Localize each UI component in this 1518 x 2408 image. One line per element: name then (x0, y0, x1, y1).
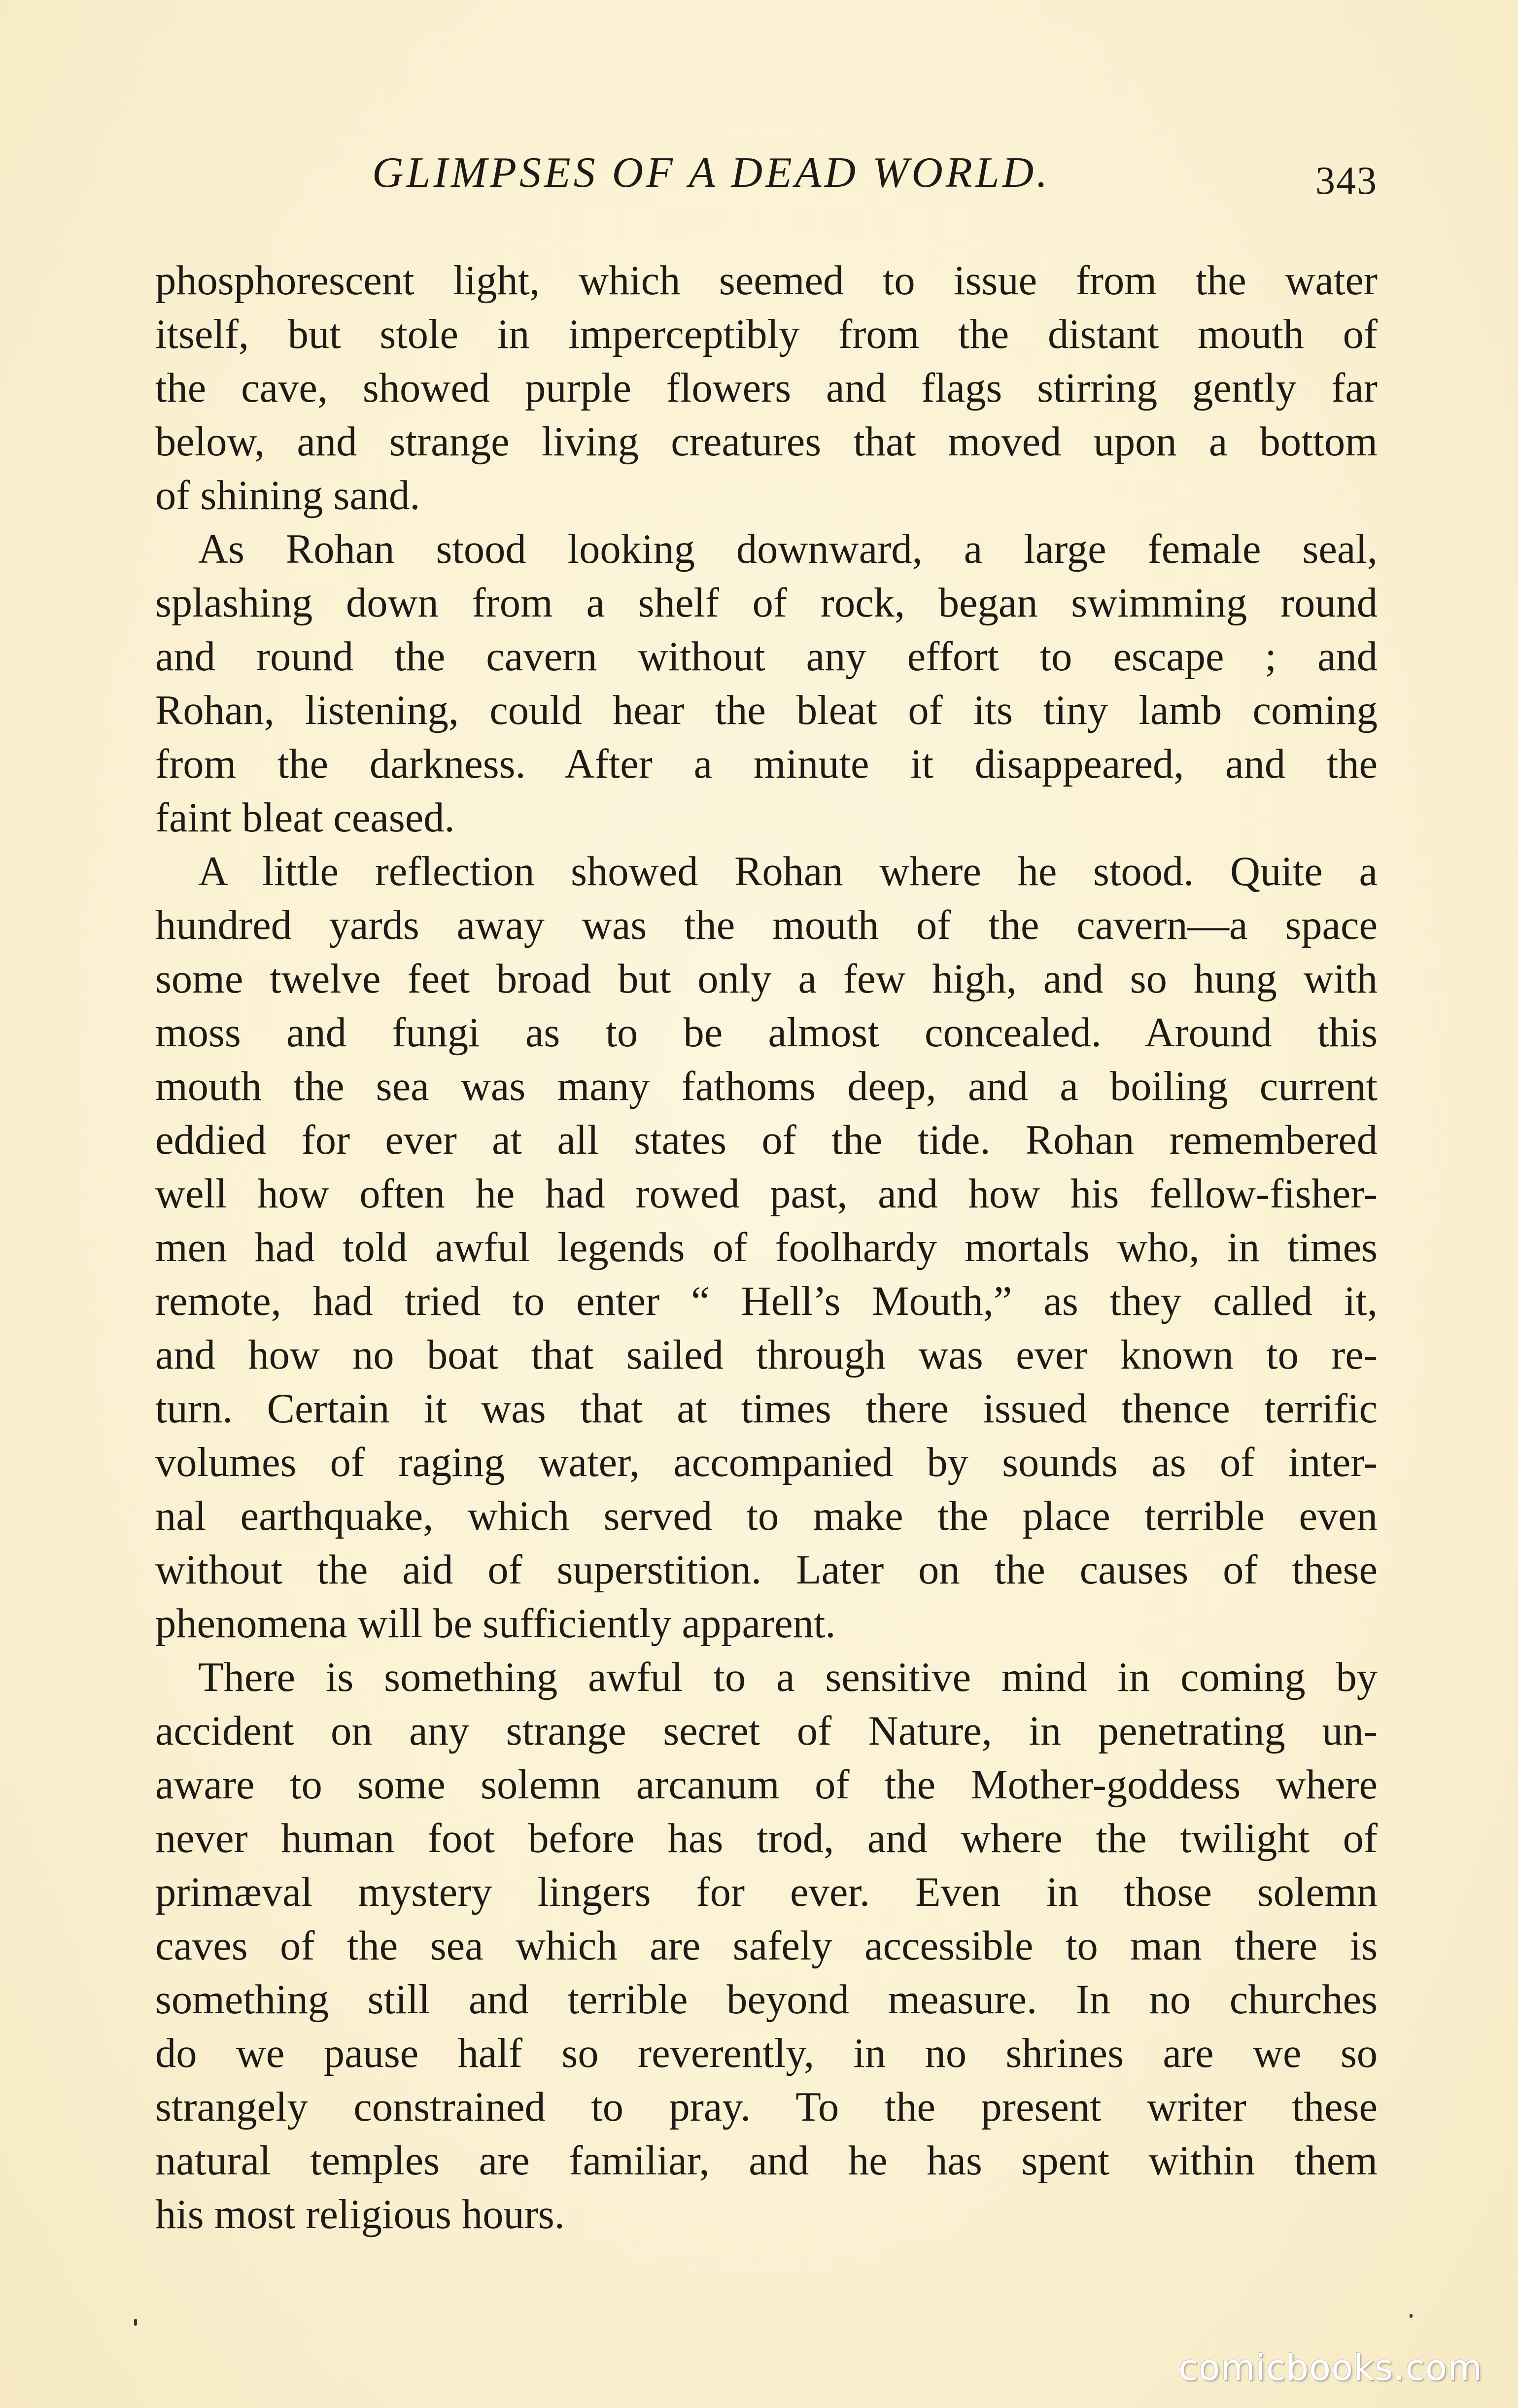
text-line: some twelve feet broad but only a few high, and so hung with (155, 956, 1378, 1002)
text-line: strangely constrained to pray. To the present writer these (155, 2084, 1378, 2130)
print-speck (134, 2319, 137, 2326)
text-line: As Rohan stood looking downward, a large female seal, (198, 526, 1378, 572)
text-line: splashing down from a shelf of rock, began swimming round (155, 580, 1378, 626)
text-line: do we pause half so reverently, in no shrines are we so (155, 2030, 1378, 2076)
watermark: comicbooks.com (1178, 2347, 1483, 2388)
body-text (155, 254, 1378, 2241)
paragraph (155, 845, 1378, 1651)
paragraph (155, 1651, 1378, 2241)
text-line: accident on any strange secret of Nature, in penetrating un- (155, 1708, 1378, 1754)
text-line: volumes of raging water, accompanied by sounds as of inter- (155, 1440, 1378, 1485)
text-line: and round the cavern without any effort to escape ; and (155, 634, 1378, 680)
text-line: something still and terrible beyond measure. In no churches (155, 1977, 1378, 2023)
text-line: never human foot before has trod, and where the twilight of (155, 1816, 1378, 1861)
running-head (155, 148, 1378, 207)
text-line: itself, but stole in imperceptibly from the distant mouth of (155, 311, 1378, 357)
text-line: turn. Certain it was that at times there issued thence terrific (155, 1386, 1378, 1432)
text-line: primæval mystery lingers for ever. Even in those solemn (155, 1869, 1378, 1915)
text-line: and how no boat that sailed through was ever known to re- (155, 1332, 1378, 1378)
text-line: the cave, showed purple flowers and flags stirring gently far (155, 365, 1378, 411)
text-line: caves of the sea which are safely accessible to man there is (155, 1923, 1378, 1969)
text-line: There is something awful to a sensitive mind in coming by (198, 1654, 1378, 1700)
text-line: hundred yards away was the mouth of the cavern—a space (155, 902, 1378, 948)
page-number: 343 (1315, 159, 1378, 203)
paragraph (155, 522, 1378, 845)
text-line: well how often he had rowed past, and how his fellow-fisher- (155, 1171, 1378, 1217)
text-line: phosphorescent light, which seemed to issue from the water (155, 258, 1378, 304)
text-line: eddied for ever at all states of the tide. Rohan remembered (155, 1117, 1378, 1163)
text-line: from the darkness. After a minute it disappeared, and the (155, 741, 1378, 787)
text-line: natural temples are familiar, and he has spent within them (155, 2138, 1378, 2184)
text-line: faint bleat ceased. (155, 795, 455, 841)
text-line: remote, had tried to enter “ Hell’s Mouth,” as they called it, (155, 1278, 1378, 1324)
text-line: aware to some solemn arcanum of the Mother-goddess where (155, 1762, 1378, 1808)
text-line: below, and strange living creatures that moved upon a bottom (155, 419, 1378, 465)
text-line: moss and fungi as to be almost concealed. Around this (155, 1010, 1378, 1056)
text-line: A little reflection showed Rohan where he stood. Quite a (198, 849, 1378, 894)
running-title: GLIMPSES OF A DEAD WORLD. (372, 149, 1051, 197)
text-line: phenomena will be sufficiently apparent. (155, 1601, 836, 1647)
text-line: his most religious hours. (155, 2192, 565, 2237)
text-line: mouth the sea was many fathoms deep, and a boiling current (155, 1064, 1378, 1109)
print-speck (1410, 2314, 1413, 2318)
text-line: men had told awful legends of foolhardy mortals who, in times (155, 1225, 1378, 1271)
text-line: without the aid of superstition. Later on the causes of these (155, 1547, 1378, 1593)
text-line: of shining sand. (155, 473, 420, 518)
paragraph (155, 254, 1378, 522)
text-line: nal earthquake, which served to make the place terrible even (155, 1493, 1378, 1539)
text-line: Rohan, listening, could hear the bleat of its tiny lamb coming (155, 688, 1378, 733)
